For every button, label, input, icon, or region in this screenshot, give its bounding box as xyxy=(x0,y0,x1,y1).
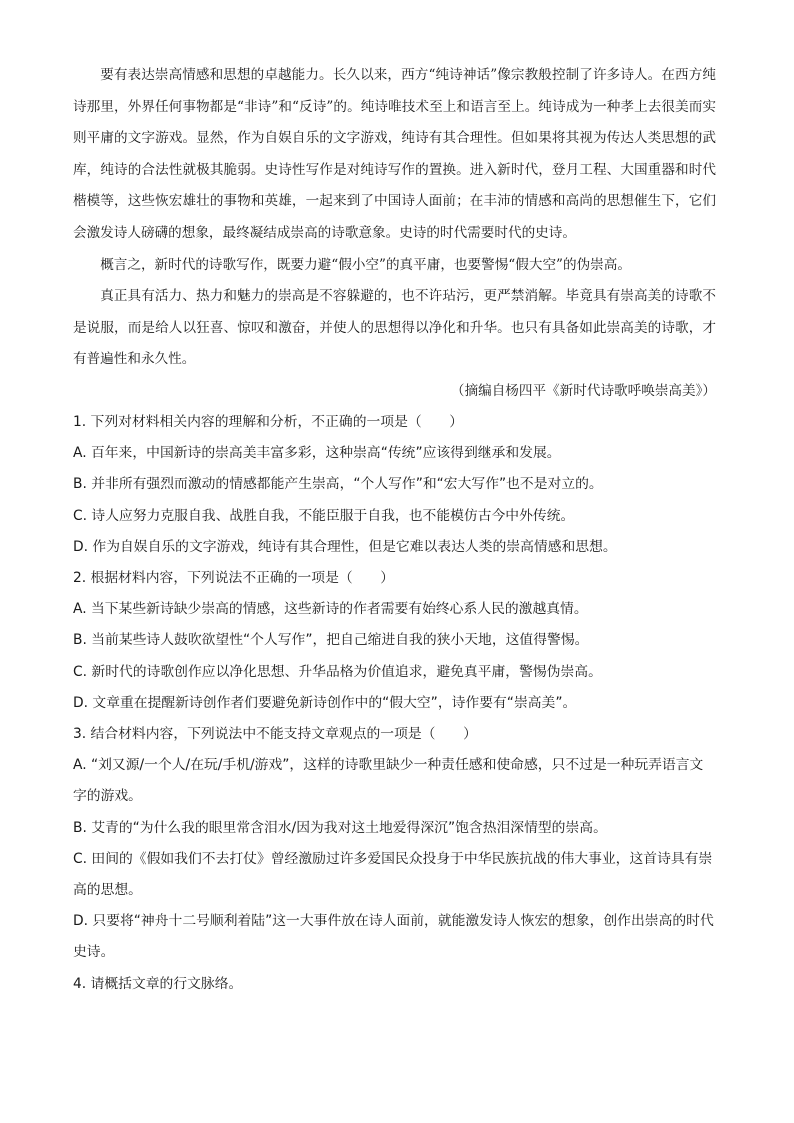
answer-option[interactable]: A. 当下某些新诗缺少崇高的情感，这些新诗的作者需要有始终心系人民的激越真情。 xyxy=(73,601,588,618)
answer-option[interactable]: A. 百年来，中国新诗的崇高美丰富多彩，这种崇高“传统”应该得到继承和发展。 xyxy=(73,445,561,462)
reading-passage xyxy=(73,60,716,408)
passage-paragraph: 真正具有活力、热力和魅力的崇高是不容躲避的，也不许玷污，更严禁消解。毕竟具有崇高美的诗歌不是说服，而是给人以狂喜、惊叹和激奋，并使人的思想得以净化和升华。也只有具备如此崇高美的诗歌，才有普遍性和永久性。 xyxy=(73,288,716,368)
answer-option[interactable]: A. “刘又源/一个人/在玩/手机/游戏”，这样的诗歌里缺少一种责任感和使命感，只不过是一种玩弄语言文字的游戏。 xyxy=(73,757,704,805)
question-stem: 1. 下列对材料相关内容的理解和分析，不正确的一项是（ ） xyxy=(73,414,464,430)
question-stem: 2. 根据材料内容，下列说法不正确的一项是（ ） xyxy=(73,570,395,587)
answer-option[interactable]: B. 艾青的“为什么我的眼里常含泪水/因为我对这土地爱得深沉”饱含热泪深情型的崇高。 xyxy=(73,819,607,836)
answer-option[interactable]: D. 文章重在提醒新诗创作者们要避免新诗创作中的“假大空”，诗作要有“崇高美”。 xyxy=(73,694,577,711)
passage-source: （摘编自杨四平《新时代诗歌呼唤崇高美》） xyxy=(450,382,716,399)
question-stem: 3. 结合材料内容，下列说法中不能支持文章观点的一项是（ ） xyxy=(73,726,477,743)
passage-paragraph: 概言之，新时代的诗歌写作，既要力避“假小空”的真平庸，也要警惕“假大空”的伪崇高。 xyxy=(100,256,631,273)
answer-option[interactable]: C. 诗人应努力克服自我、战胜自我，不能臣服于自我，也不能模仿古今中外传统。 xyxy=(73,507,575,524)
question-stem: 4. 请概括文章的行文脉络。 xyxy=(73,975,243,992)
answer-option[interactable]: D. 作为自娱自乐的文字游戏，纯诗有其合理性，但是它难以表达人类的崇高情感和思想。 xyxy=(73,538,617,555)
question-list xyxy=(73,407,716,1000)
answer-option[interactable]: C. 田间的《假如我们不去打仗》曾经激励过许多爱国民众投身于中华民族抗战的伟大事业，这首诗具有崇高的思想。 xyxy=(73,850,713,899)
answer-option[interactable]: C. 新时代的诗歌创作应以净化思想、升华品格为价值追求，避免真平庸，警惕伪崇高。 xyxy=(73,663,602,680)
answer-option[interactable]: B. 并非所有强烈而激动的情感都能产生崇高，“个人写作”和“宏大写作”也不是对立的。 xyxy=(73,476,603,493)
passage-paragraph: 要有表达崇高情感和思想的卓越能力。长久以来，西方“纯诗神话”像宗教般控制了许多诗人。在西方纯诗那里，外界任何事物都是“非诗”和“反诗”的。纯诗唯技术至上和语言至上。纯诗成为一种孝上去很美而实则平庸的文字游戏。显然，作为自娱自乐的文字游戏，纯诗有其合理性。但如果将其视为传达人类思想的武库，纯诗的合法性就极其脆弱。史诗性写作是对纯诗写作的置换。进入新时代，登月工程、大国重器和时代楷模等，这些恢宏雄壮的事物和英雄，一起来到了中国诗人面前；在丰沛的情感和高尚的思想催生下，它们会激发诗人磅礴的想象，最终凝结成崇高的诗歌意象。史诗的时代需要时代的史诗。 xyxy=(73,67,716,241)
answer-option[interactable]: D. 只要将“神舟十二号顺利着陆”这一大事件放在诗人面前，就能激发诗人恢宏的想象，创作出崇高的时代史诗。 xyxy=(73,913,714,961)
answer-option[interactable]: B. 当前某些诗人鼓吹欲望性“个人写作”，把自己缩进自我的狭小天地，这值得警惕。 xyxy=(73,632,589,649)
